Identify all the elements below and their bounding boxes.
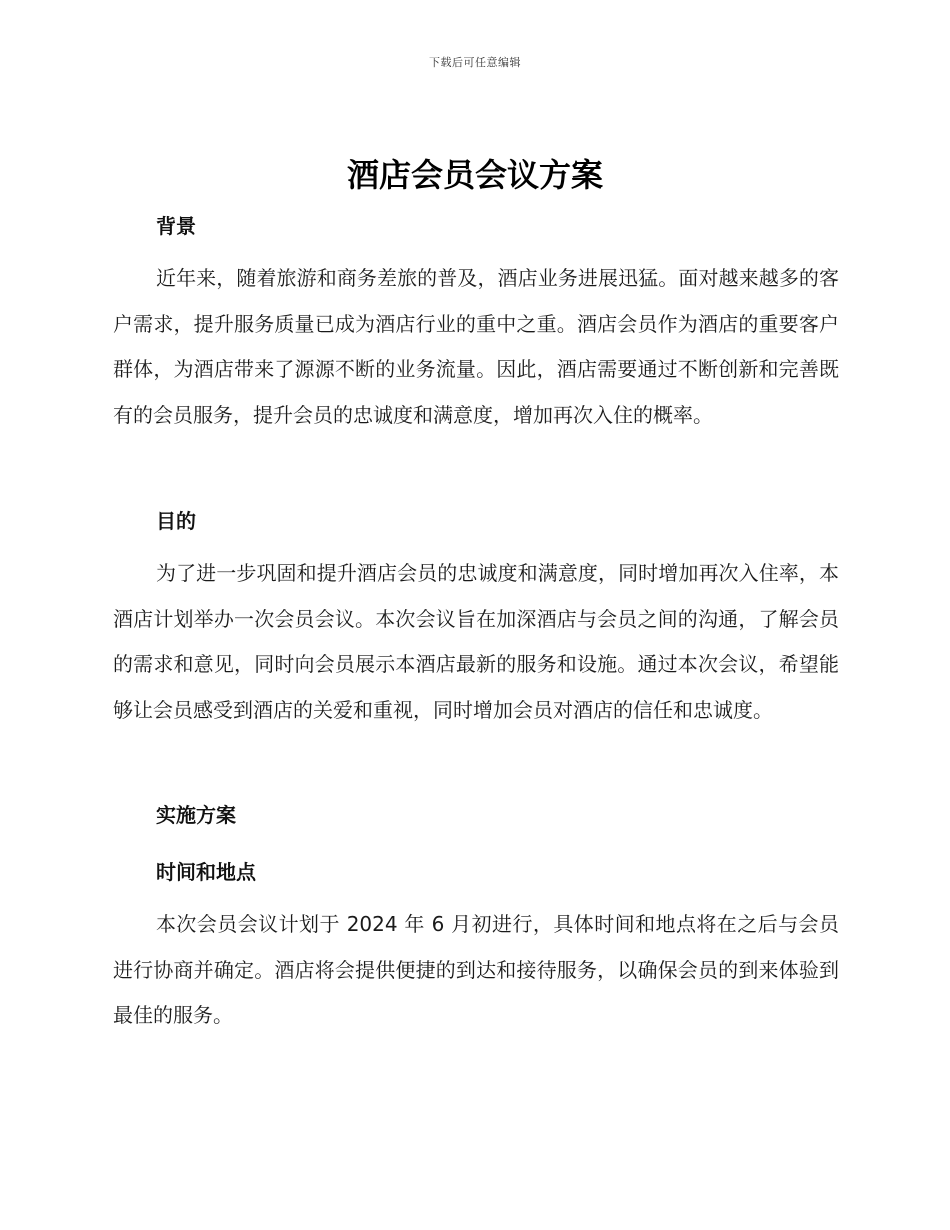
section-heading-purpose: 目的: [156, 509, 196, 533]
document-title: 酒店会员会议方案: [346, 156, 603, 194]
section-heading-implementation: 实施方案: [156, 803, 236, 827]
header-note: 下载后可任意编辑: [429, 56, 521, 69]
paragraph-purpose: 为了进一步巩固和提升酒店会员的忠诚度和满意度，同时增加再次入住率，本酒店计划举办一次会员会议。本次会议旨在加深酒店与会员之间的沟通，了解会员的需求和意见，同时向会员展示本酒店最新的服务和设施。通过本次会议，希望能够让会员感受到酒店的关爱和重视，同时增加会员对酒店的信任和忠诚度。: [113, 561, 839, 722]
paragraph-background: 近年来，随着旅游和商务差旅的普及，酒店业务进展迅猛。面对越来越多的客户需求，提升服务质量已成为酒店行业的重中之重。酒店会员作为酒店的重要客户群体，为酒店带来了源源不断的业务流量。因此，酒店需要通过不断创新和完善既有的会员服务，提升会员的忠诚度和满意度，增加再次入住的概率。: [113, 266, 839, 427]
section-heading-time-place: 时间和地点: [156, 860, 256, 884]
paragraph-time-place: 本次会员会议计划于 2024 年 6 月初进行，具体时间和地点将在之后与会员进行协商并确定。酒店将会提供便捷的到达和接待服务，以确保会员的到来体验到最佳的服务。: [113, 912, 839, 1027]
section-heading-background: 背景: [156, 214, 196, 238]
